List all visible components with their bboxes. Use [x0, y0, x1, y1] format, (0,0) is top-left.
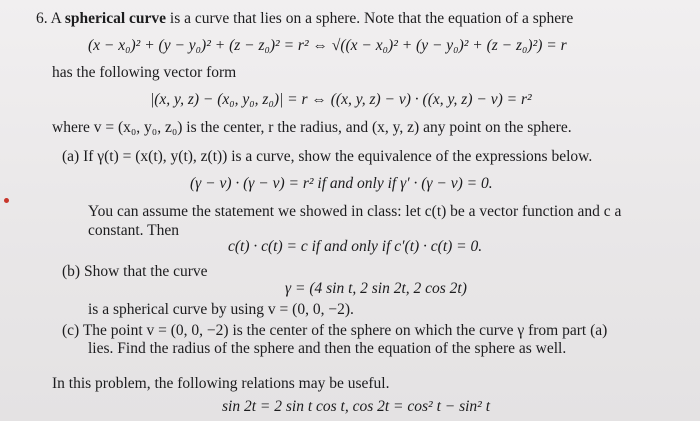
sphere-equation: (x − x₀)² + (y − y₀)² + (z − z₀)² = r² ⇔ √((x − x₀)² + (y − y₀)² + (z − z₀)²) = r — [88, 37, 567, 54]
problem-intro-pre: A — [50, 10, 61, 27]
part-a-label: (a) — [62, 148, 80, 165]
part-a-text: If γ(t) = (x(t), y(t), z(t)) is a curve, show the equivalence of the expressions below. — [83, 148, 593, 165]
part-b-line — [62, 263, 208, 281]
problem-intro-line — [36, 10, 573, 28]
part-a-note-equation: c(t) · c(t) = c if and only if c′(t) · c(t) = 0. — [228, 238, 483, 255]
part-c-text2: lies. Find the radius of the sphere and then the equation of the sphere as well. — [88, 340, 567, 357]
part-b-label: (b) — [62, 263, 81, 280]
part-c-text: The point v = (0, 0, −2) is the center of the sphere on which the curve γ from part (a) — [82, 322, 608, 339]
part-c-label: (c) — [62, 322, 80, 339]
part-b-equation: γ = (4 sin t, 2 sin 2t, 2 cos 2t) — [285, 280, 467, 297]
problem-term: spherical curve — [64, 10, 167, 27]
problem-intro-post: is a curve that lies on a sphere. Note that the equation of a sphere — [169, 10, 574, 27]
part-a-line — [62, 148, 592, 166]
part-b-text2: is a spherical curve by using v = (0, 0, −2). — [88, 301, 354, 318]
part-a-note-line2: constant. Then — [88, 222, 179, 239]
vector-form-intro: has the following vector form — [52, 64, 237, 81]
vector-equation: |(x, y, z) − (x₀, y₀, z₀)| = r ⇔ ((x, y, z) − v) · ((x, y, z) − v) = r² — [150, 91, 532, 108]
red-mark-dot — [4, 198, 9, 203]
part-c-line — [62, 322, 607, 340]
part-a-note-line1: You can assume the statement we showed in class: let c(t) be a vector function and c a — [88, 203, 622, 220]
hint-text: In this problem, the following relations may be useful. — [52, 375, 390, 392]
part-b-text: Show that the curve — [83, 263, 208, 280]
part-a-equation: (γ − v) · (γ − v) = r² if and only if γ′ · (γ − v) = 0. — [190, 175, 493, 192]
hint-equation: sin 2t = 2 sin t cos t, cos 2t = cos² t − sin² t — [222, 398, 491, 415]
where-line: where v = (x₀, y₀, z₀) is the center, r the radius, and (x, y, z) any point on the sphere. — [52, 119, 572, 136]
problem-number: 6. — [36, 10, 48, 27]
